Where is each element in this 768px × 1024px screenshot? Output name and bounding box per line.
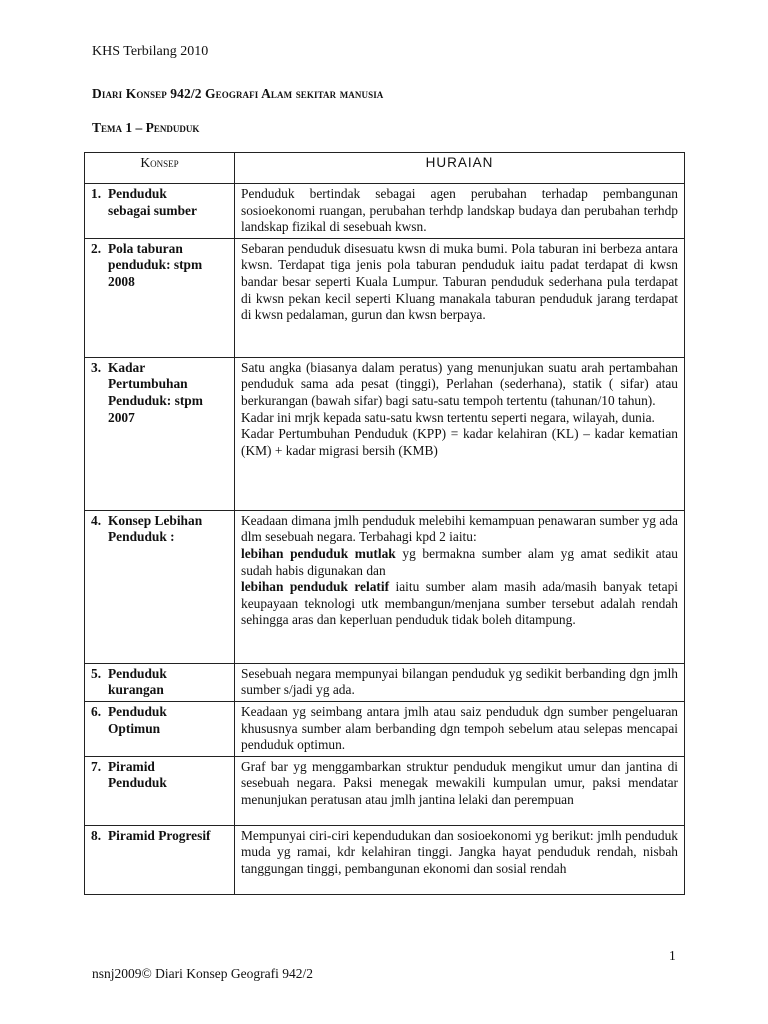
concept-label: 2007 [108, 409, 135, 425]
page-footer: nsnj2009© Diari Konsep Geografi 942/2 [92, 966, 313, 981]
concept-cell [85, 756, 235, 825]
row-number: 1. [91, 186, 102, 201]
description-cell [235, 510, 685, 663]
concept-label: Konsep Lebihan [108, 512, 203, 528]
table-header-row [85, 153, 685, 184]
description-paragraph: Kadar Pertumbuhan Penduduk (KPP) = kadar kelahiran (KL) – kadar kematian (KM) + kadar migrasi bersih (KMB) [241, 426, 678, 458]
row-number: 5. [91, 665, 102, 681]
concept-label: penduduk: stpm [108, 257, 203, 273]
column-header-huraian: HURAIAN [235, 153, 685, 184]
term-mutlak-text: yg bermakna sumber alam yg amat sedikit atau sudah habis digunakan dan [241, 545, 678, 578]
concept-label: kurangan [108, 682, 164, 698]
table-row [85, 510, 685, 663]
concept-cell [85, 701, 235, 756]
concept-label: Kadar [108, 359, 146, 375]
concept-label: Penduduk [108, 665, 167, 681]
description-paragraph [241, 546, 678, 579]
concept-label: Penduduk: stpm [108, 392, 203, 408]
concept-label: Penduduk [108, 186, 167, 201]
concept-label: Pola taburan [108, 240, 183, 256]
concept-label: 2008 [108, 273, 135, 289]
description-cell: Sebaran penduduk disesuatu kwsn di muka bumi. Pola taburan ini berbeza antara kwsn. Terdapat tiga jenis pola taburan penduduk iaitu padat terdapat di kwsn bandar besar seperti Kuala Lumpur. Taburan penduduk sederhana pula terdapat di kwsn pekan kecil seperti Kluang manakala taburan penduduk jarang terdapat di kwsn pedalaman, gurun dan kwsn berpaya. [235, 238, 685, 357]
concept-label: Piramid [108, 758, 155, 774]
concept-label: Pertumbuhan [108, 376, 188, 392]
section-title: Tema 1 – Penduduk [92, 120, 200, 135]
table-row [85, 238, 685, 357]
table-row [85, 825, 685, 894]
description-cell: Keadaan yg seimbang antara jmlh atau saiz penduduk dgn sumber pengeluaran khususnya sumber alam berbanding dgn tempoh sebelum atau selepas mencapai penduduk optimun. [235, 701, 685, 756]
document-title: Diari Konsep 942/2 Geografi Alam sekitar manusia [92, 86, 384, 101]
description-cell: Mempunyai ciri-ciri kependudukan dan sosioekonomi yg berikut: jmlh penduduk muda yg ramai, kdr kelahiran tinggi. Jangka hayat penduduk rendah, nisbah tanggungan tinggi, pembangunan ekonomi dan sosial rendah [235, 825, 685, 894]
description-paragraph [241, 579, 678, 629]
description-paragraph: Satu angka (biasanya dalam peratus) yang menunjukan suatu arah pertambahan penduduk sama ada pesat (tinggi), Perlahan (sederhana), statik ( sifar) atau berkurangan (bawah sifar) bagi satu-satu tempoh tertentu (tahunan/10 tahun). [241, 359, 678, 408]
table-row [85, 701, 685, 756]
column-header-konsep: Konsep [85, 153, 235, 184]
row-number: 7. [91, 758, 102, 774]
concept-label: Penduduk [108, 775, 167, 791]
row-number: 6. [91, 703, 102, 719]
table-row [85, 756, 685, 825]
row-number: 8. [91, 827, 102, 843]
concept-cell [85, 184, 235, 239]
table-row [85, 663, 685, 701]
concept-label: Optimun [108, 720, 161, 736]
concept-label: Piramid Progresif [108, 827, 211, 843]
concept-label: sebagai sumber [108, 202, 197, 218]
term-relatif-text: iaitu sumber alam masih ada/masih banyak tetapi keupayaan teknologi utk membangun/menjana sumber tersebut adalah rendah sehingga aras dan keperluan penduduk tidak boleh ditampung. [241, 579, 678, 628]
row-number: 2. [91, 240, 102, 256]
concept-label: Penduduk [108, 703, 167, 719]
term-relatif: lebihan penduduk relatif [241, 579, 390, 595]
page-number: 1 [669, 948, 676, 963]
concept-cell [85, 510, 235, 663]
table-row [85, 357, 685, 510]
term-mutlak: lebihan penduduk mutlak [241, 545, 396, 561]
concept-table [84, 152, 685, 895]
description-cell: Sesebuah negara mempunyai bilangan penduduk yg sedikit berbanding dgn jmlh sumber s/jadi yg ada. [235, 663, 685, 701]
table-row [85, 184, 685, 239]
description-cell: Graf bar yg menggambarkan struktur penduduk mengikut umur dan jantina di sesebuah negara. Paksi menegak mewakili kumpulan umur, paksi mendatar menunjukan peratusan atau jmlh jantina lelaki dan perempuan [235, 756, 685, 825]
page-header: KHS Terbilang 2010 [92, 44, 209, 59]
row-number: 3. [91, 359, 102, 375]
description-paragraph: Kadar ini mrjk kepada satu-satu kwsn tertentu seperti negara, wilayah, dunia. [241, 409, 655, 425]
row-number: 4. [91, 512, 102, 528]
description-cell: Penduduk bertindak sebagai agen perubahan terhadap pembangunan sosioekonomi ruangan, perubahan terhdp landskap budaya dan perubahan terhdp landskap fizikal di sesebuah kwsn. [235, 184, 685, 239]
description-cell [235, 357, 685, 510]
concept-label: Penduduk : [108, 529, 175, 545]
concept-cell [85, 238, 235, 357]
description-paragraph: Keadaan dimana jmlh penduduk melebihi kemampuan penawaran sumber yg ada dlm sesebuah negara. Terbahagi kpd 2 iaitu: [241, 512, 678, 545]
concept-cell [85, 357, 235, 510]
concept-cell [85, 825, 235, 894]
concept-cell [85, 663, 235, 701]
